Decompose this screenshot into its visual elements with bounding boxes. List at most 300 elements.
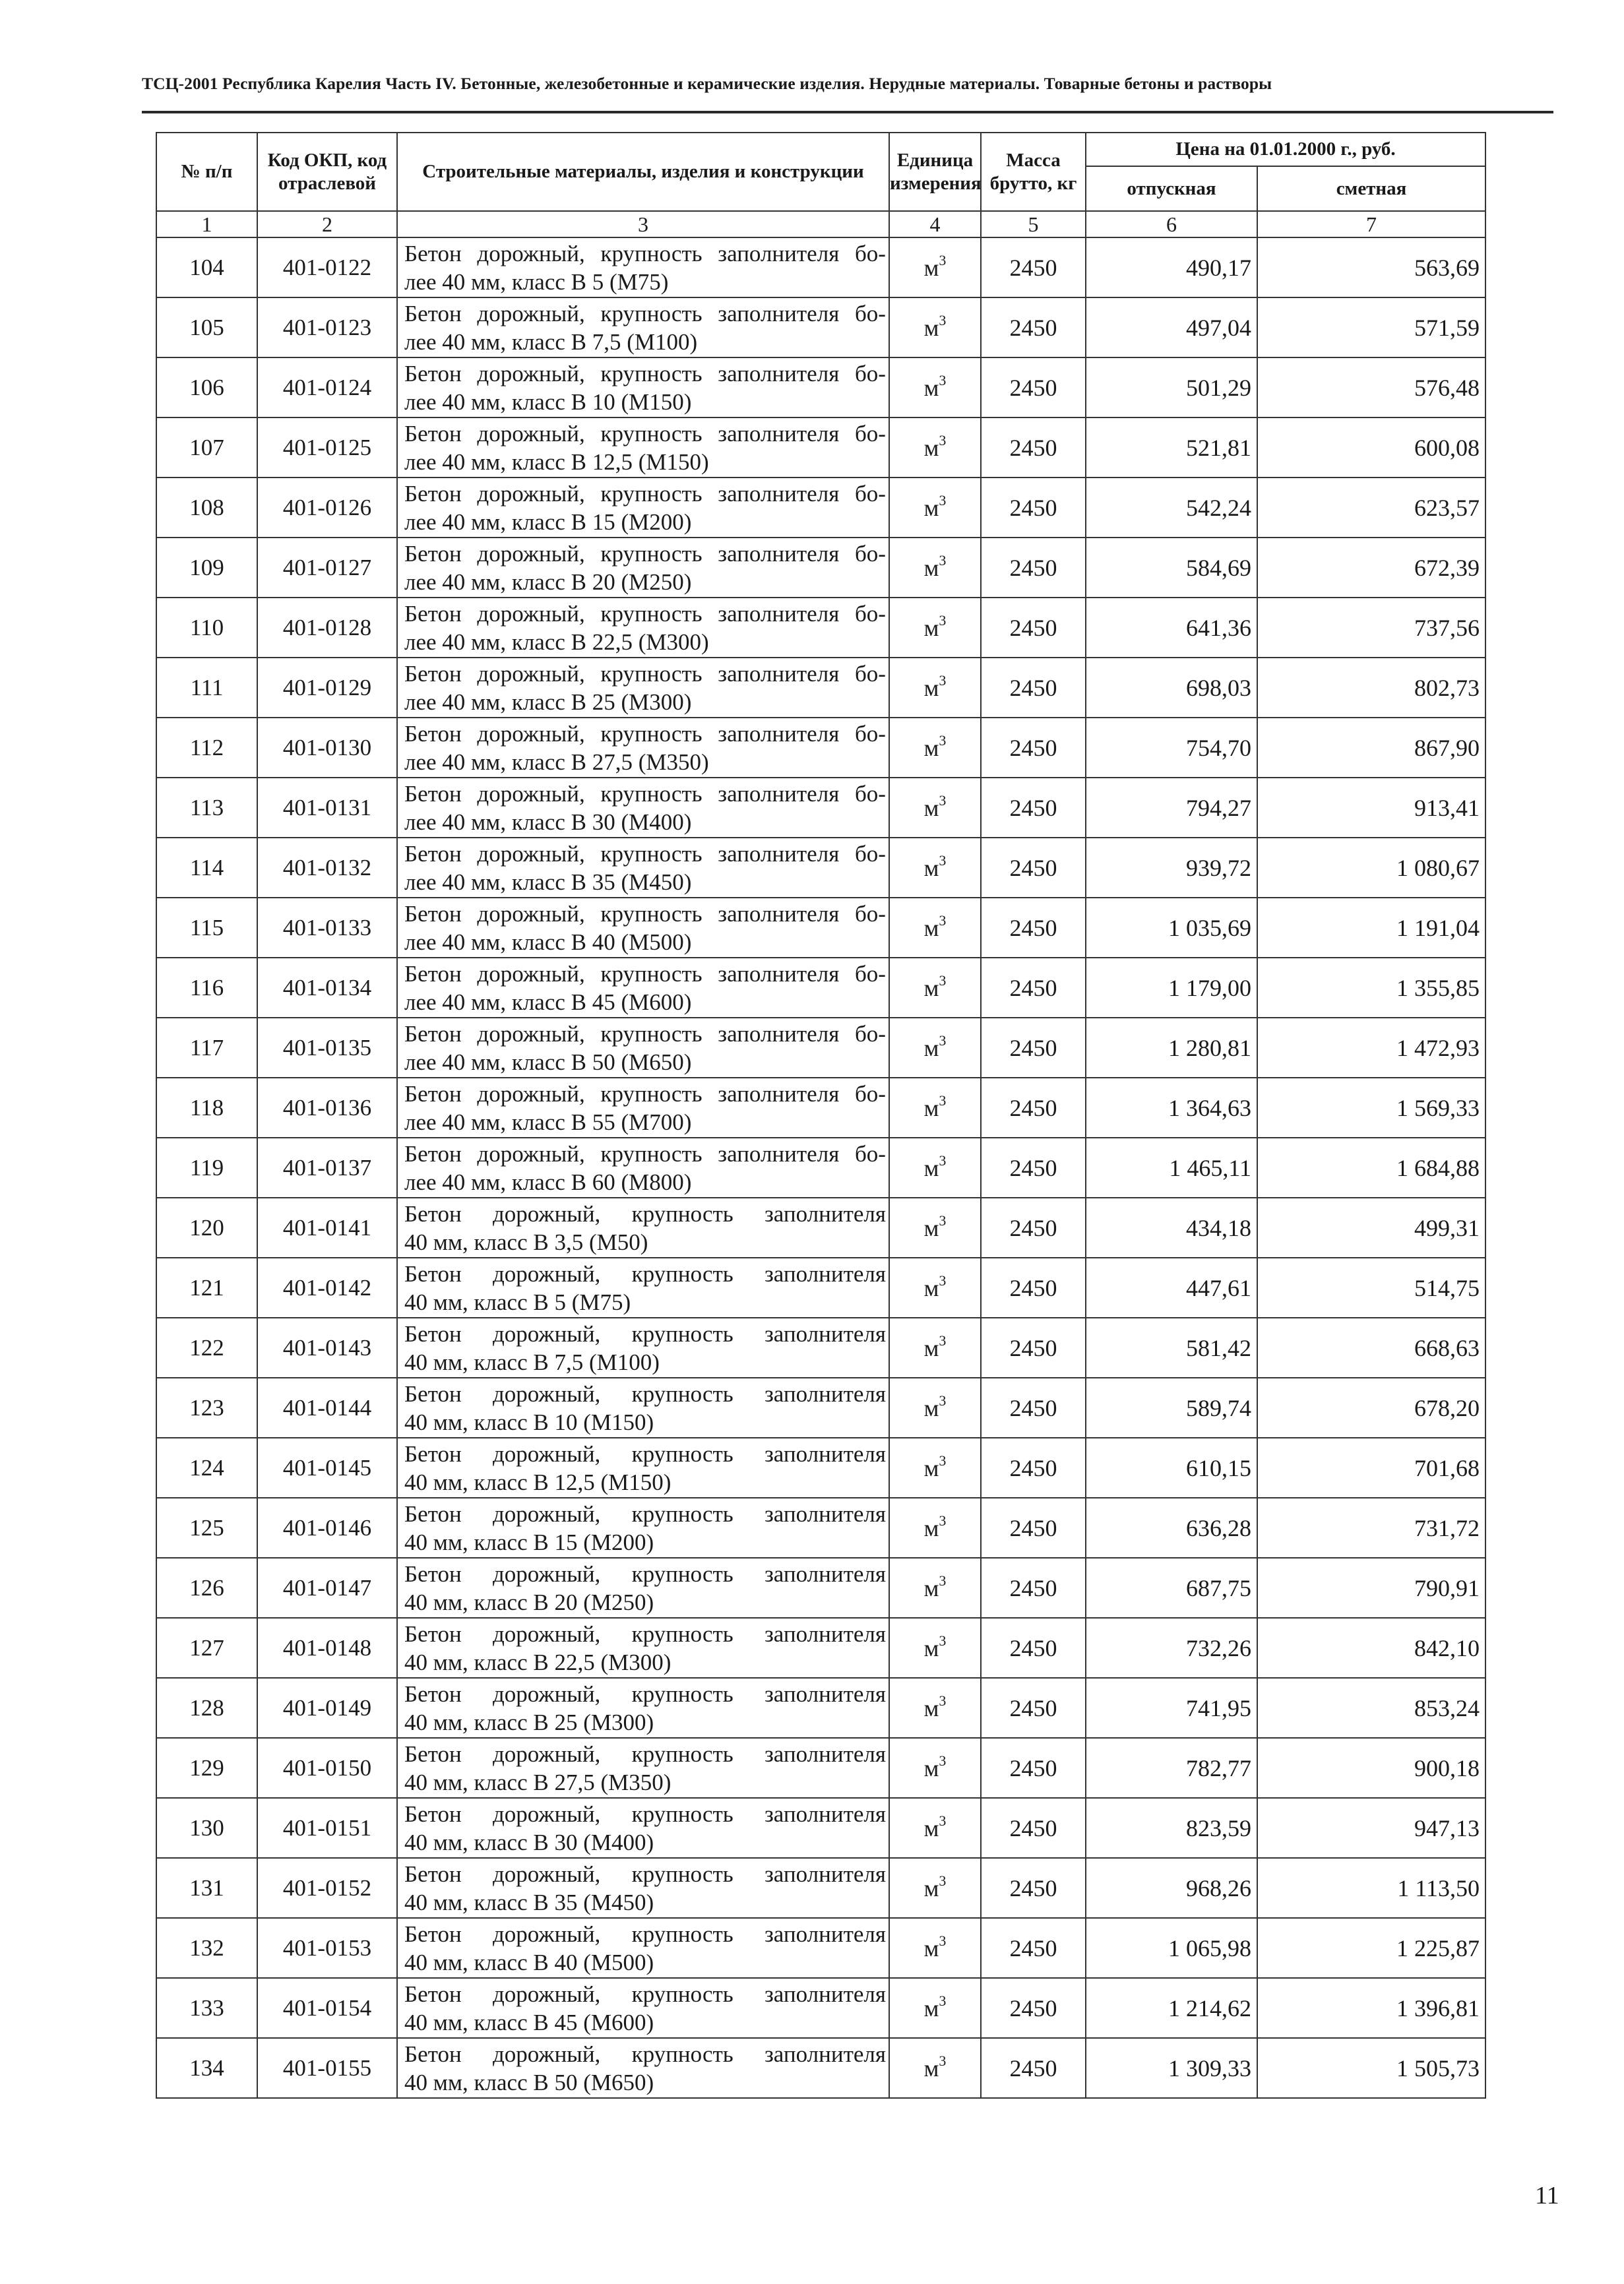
- material-name-line: лее 40 мм, класс В 50 (М650): [404, 1049, 692, 1075]
- material-name-word: заполнителя: [764, 1981, 886, 2007]
- okp-code: 401-0125: [257, 417, 397, 478]
- material-name-word: заполнителя: [718, 420, 840, 447]
- material-name-word: Бетон: [404, 1440, 462, 1467]
- unit-superscript: 3: [939, 1632, 947, 1649]
- gross-mass: 2450: [981, 237, 1086, 297]
- material-name: [397, 1618, 889, 1678]
- okp-code: 401-0137: [257, 1138, 397, 1198]
- estimate-price: 1 684,88: [1257, 1138, 1485, 1198]
- material-name-word: Бетон: [404, 240, 462, 266]
- estimate-price: 1 472,93: [1257, 1018, 1485, 1078]
- material-name-word: бо-: [854, 420, 886, 447]
- material-name-word: дорожный,: [492, 1620, 601, 1647]
- material-name-line: 40 мм, класс В 50 (М650): [404, 2069, 654, 2095]
- material-name: [397, 838, 889, 898]
- material-name: [397, 958, 889, 1018]
- column-number: 1: [156, 211, 257, 237]
- row-number: 121: [156, 1258, 257, 1318]
- gross-mass: 2450: [981, 1258, 1086, 1318]
- material-name-line: 40 мм, класс В 27,5 (М350): [404, 1769, 671, 1795]
- material-name-word: Бетон: [404, 1020, 462, 1047]
- table-row: [156, 1138, 1485, 1198]
- unit-text: м: [923, 1154, 939, 1181]
- gross-mass: 2450: [981, 1798, 1086, 1858]
- gross-mass: 2450: [981, 1138, 1086, 1198]
- material-name-word: заполнителя: [764, 1200, 886, 1227]
- material-name: [397, 1738, 889, 1798]
- material-name-word: дорожный,: [477, 1140, 585, 1167]
- material-name-word: крупность: [631, 1801, 734, 1827]
- unit-of-measure: [889, 297, 981, 357]
- estimate-price: 867,90: [1257, 718, 1485, 778]
- unit-of-measure: [889, 1918, 981, 1978]
- material-name-word: крупность: [631, 1741, 734, 1767]
- unit-text: м: [923, 434, 939, 461]
- material-name-word: дорожный,: [492, 1320, 601, 1347]
- gross-mass: 2450: [981, 778, 1086, 838]
- material-name-word: заполнителя: [718, 480, 840, 507]
- estimate-price: 853,24: [1257, 1678, 1485, 1738]
- table-row: [156, 2038, 1485, 2098]
- table-row: [156, 417, 1485, 478]
- row-number: 109: [156, 538, 257, 598]
- material-name: [397, 1378, 889, 1438]
- material-name-word: дорожный,: [477, 420, 585, 447]
- row-number: 112: [156, 718, 257, 778]
- row-number: 111: [156, 658, 257, 718]
- material-name: [397, 478, 889, 538]
- okp-code: 401-0136: [257, 1078, 397, 1138]
- material-name-word: заполнителя: [764, 1380, 886, 1407]
- material-name-word: крупность: [600, 540, 703, 567]
- table-row: [156, 1858, 1485, 1918]
- release-price: 521,81: [1086, 417, 1257, 478]
- estimate-price: 900,18: [1257, 1738, 1485, 1798]
- row-number: 123: [156, 1378, 257, 1438]
- header-price-group: Цена на 01.01.2000 г., руб.: [1086, 133, 1485, 166]
- unit-of-measure: [889, 1378, 981, 1438]
- material-name-word: дорожный,: [492, 1681, 601, 1707]
- material-name-line: лее 40 мм, класс В 45 (М600): [404, 989, 692, 1015]
- unit-text: м: [923, 254, 939, 281]
- unit-superscript: 3: [939, 791, 947, 809]
- material-name-word: Бетон: [404, 1500, 462, 1527]
- gross-mass: 2450: [981, 1318, 1086, 1378]
- material-name: [397, 1318, 889, 1378]
- material-name-word: заполнителя: [764, 1801, 886, 1827]
- unit-of-measure: [889, 1018, 981, 1078]
- material-name-word: дорожный,: [477, 480, 585, 507]
- material-name-word: дорожный,: [477, 660, 585, 687]
- material-name-word: Бетон: [404, 1921, 462, 1947]
- material-name-word: крупность: [600, 1140, 703, 1167]
- unit-text: м: [923, 1454, 939, 1481]
- material-name-line: 40 мм, класс В 10 (М150): [404, 1409, 654, 1435]
- gross-mass: 2450: [981, 1378, 1086, 1438]
- unit-superscript: 3: [939, 851, 947, 869]
- price-table: [156, 132, 1486, 2099]
- estimate-price: 802,73: [1257, 658, 1485, 718]
- row-number: 124: [156, 1438, 257, 1498]
- table-row: [156, 1738, 1485, 1798]
- unit-text: м: [923, 1334, 939, 1361]
- material-name-word: крупность: [631, 1500, 734, 1527]
- material-name-word: крупность: [600, 840, 703, 867]
- material-name-line: 40 мм, класс В 5 (М75): [404, 1289, 631, 1315]
- unit-text: м: [923, 1934, 939, 1961]
- material-name-word: бо-: [854, 600, 886, 627]
- material-name-word: заполнителя: [764, 1440, 886, 1467]
- material-name-word: бо-: [854, 1140, 886, 1167]
- estimate-price: 563,69: [1257, 237, 1485, 297]
- unit-of-measure: [889, 1078, 981, 1138]
- header-num: № п/п: [156, 133, 257, 211]
- material-name-line: 40 мм, класс В 25 (М300): [404, 1709, 654, 1735]
- unit-text: м: [923, 1574, 939, 1601]
- row-number: 127: [156, 1618, 257, 1678]
- material-name-word: крупность: [600, 960, 703, 987]
- gross-mass: 2450: [981, 1618, 1086, 1678]
- okp-code: 401-0148: [257, 1618, 397, 1678]
- material-name-word: дорожный,: [477, 1020, 585, 1047]
- material-name: [397, 598, 889, 658]
- material-name-word: крупность: [600, 240, 703, 266]
- material-name-word: дорожный,: [492, 1260, 601, 1287]
- release-price: 501,29: [1086, 357, 1257, 417]
- row-number: 134: [156, 2038, 257, 2098]
- material-name: [397, 1258, 889, 1318]
- material-name-word: дорожный,: [477, 360, 585, 386]
- unit-of-measure: [889, 1498, 981, 1558]
- release-price: 939,72: [1086, 838, 1257, 898]
- material-name-word: бо-: [854, 660, 886, 687]
- release-price: 636,28: [1086, 1498, 1257, 1558]
- material-name-line: лее 40 мм, класс В 12,5 (М150): [404, 448, 709, 475]
- gross-mass: 2450: [981, 658, 1086, 718]
- material-name-word: заполнителя: [764, 1500, 886, 1527]
- okp-code: 401-0144: [257, 1378, 397, 1438]
- material-name-word: крупность: [600, 900, 703, 927]
- unit-text: м: [923, 1034, 939, 1061]
- unit-superscript: 3: [939, 731, 947, 749]
- table-row: [156, 1618, 1485, 1678]
- material-name-word: бо-: [854, 780, 886, 807]
- material-name-word: Бетон: [404, 1200, 462, 1227]
- material-name: [397, 297, 889, 357]
- material-name-word: крупность: [631, 1861, 734, 1887]
- material-name: [397, 1018, 889, 1078]
- material-name-word: бо-: [854, 540, 886, 567]
- material-name-line: 40 мм, класс В 12,5 (М150): [404, 1469, 671, 1495]
- material-name-line: 40 мм, класс В 22,5 (М300): [404, 1649, 671, 1675]
- table-row: [156, 297, 1485, 357]
- row-number: 114: [156, 838, 257, 898]
- material-name-word: заполнителя: [718, 1140, 840, 1167]
- okp-code: 401-0128: [257, 598, 397, 658]
- material-name: [397, 1198, 889, 1258]
- material-name-word: Бетон: [404, 900, 462, 927]
- material-name-word: дорожный,: [477, 1080, 585, 1107]
- table-row: [156, 1078, 1485, 1138]
- material-name-word: крупность: [600, 660, 703, 687]
- table-row: [156, 898, 1485, 958]
- page-number: 11: [1535, 2182, 1559, 2209]
- material-name-word: дорожный,: [492, 1981, 601, 2007]
- estimate-price: 1 225,87: [1257, 1918, 1485, 1978]
- material-name-word: заполнителя: [718, 360, 840, 386]
- release-price: 1 179,00: [1086, 958, 1257, 1018]
- material-name-word: крупность: [600, 480, 703, 507]
- okp-code: 401-0142: [257, 1258, 397, 1318]
- material-name: [397, 2038, 889, 2098]
- material-name-line: 40 мм, класс В 35 (М450): [404, 1889, 654, 1915]
- material-name-word: Бетон: [404, 1140, 462, 1167]
- unit-of-measure: [889, 1258, 981, 1318]
- row-number: 110: [156, 598, 257, 658]
- material-name-word: дорожный,: [477, 840, 585, 867]
- unit-text: м: [923, 1994, 939, 2022]
- release-price: 434,18: [1086, 1198, 1257, 1258]
- table-row: [156, 1318, 1485, 1378]
- material-name-word: дорожный,: [492, 1741, 601, 1767]
- estimate-price: 623,57: [1257, 478, 1485, 538]
- material-name: [397, 898, 889, 958]
- material-name: [397, 237, 889, 297]
- row-number: 122: [156, 1318, 257, 1378]
- release-price: 698,03: [1086, 658, 1257, 718]
- material-name-word: Бетон: [404, 1981, 462, 2007]
- material-name: [397, 417, 889, 478]
- gross-mass: 2450: [981, 1018, 1086, 1078]
- release-price: 542,24: [1086, 478, 1257, 538]
- release-price: 490,17: [1086, 237, 1257, 297]
- material-name-line: лее 40 мм, класс В 35 (М450): [404, 869, 692, 895]
- table-row: [156, 1198, 1485, 1258]
- unit-text: м: [923, 734, 939, 761]
- material-name-word: бо-: [854, 480, 886, 507]
- release-price: 741,95: [1086, 1678, 1257, 1738]
- gross-mass: 2450: [981, 838, 1086, 898]
- unit-superscript: 3: [939, 972, 947, 989]
- estimate-price: 790,91: [1257, 1558, 1485, 1618]
- gross-mass: 2450: [981, 478, 1086, 538]
- table-row: [156, 1438, 1485, 1498]
- table-row: [156, 1978, 1485, 2038]
- unit-superscript: 3: [939, 491, 947, 509]
- unit-of-measure: [889, 1858, 981, 1918]
- material-name-word: крупность: [600, 720, 703, 747]
- row-number: 104: [156, 237, 257, 297]
- material-name-word: крупность: [600, 300, 703, 326]
- material-name-word: Бетон: [404, 1080, 462, 1107]
- unit-superscript: 3: [939, 551, 947, 569]
- unit-text: м: [923, 1754, 939, 1781]
- row-number: 131: [156, 1858, 257, 1918]
- estimate-price: 1 080,67: [1257, 838, 1485, 898]
- unit-of-measure: [889, 898, 981, 958]
- material-name-word: крупность: [631, 1380, 734, 1407]
- material-name: [397, 778, 889, 838]
- table-row: [156, 958, 1485, 1018]
- release-price: 497,04: [1086, 297, 1257, 357]
- unit-text: м: [923, 674, 939, 701]
- header-okp-code: Код ОКП, код отраслевой: [257, 133, 397, 211]
- unit-superscript: 3: [939, 1152, 947, 1169]
- material-name-line: лее 40 мм, класс В 20 (М250): [404, 569, 692, 595]
- gross-mass: 2450: [981, 1438, 1086, 1498]
- material-name-word: заполнителя: [718, 1080, 840, 1107]
- estimate-price: 600,08: [1257, 417, 1485, 478]
- estimate-price: 576,48: [1257, 357, 1485, 417]
- unit-superscript: 3: [939, 1092, 947, 1109]
- material-name-word: крупность: [600, 780, 703, 807]
- material-name: [397, 1978, 889, 2038]
- estimate-price: 678,20: [1257, 1378, 1485, 1438]
- gross-mass: 2450: [981, 598, 1086, 658]
- okp-code: 401-0124: [257, 357, 397, 417]
- unit-superscript: 3: [939, 1992, 947, 2009]
- unit-of-measure: [889, 1198, 981, 1258]
- unit-superscript: 3: [939, 1692, 947, 1709]
- okp-code: 401-0130: [257, 718, 397, 778]
- table-row: [156, 598, 1485, 658]
- header-name: Строительные материалы, изделия и конструкции: [397, 133, 889, 211]
- material-name-word: заполнителя: [718, 840, 840, 867]
- gross-mass: 2450: [981, 1558, 1086, 1618]
- release-price: 641,36: [1086, 598, 1257, 658]
- release-price: 1 280,81: [1086, 1018, 1257, 1078]
- material-name-word: заполнителя: [764, 1861, 886, 1887]
- okp-code: 401-0152: [257, 1858, 397, 1918]
- material-name: [397, 538, 889, 598]
- material-name-word: крупность: [600, 420, 703, 447]
- material-name-word: дорожный,: [492, 1801, 601, 1827]
- table-row: [156, 778, 1485, 838]
- material-name: [397, 718, 889, 778]
- column-number: 2: [257, 211, 397, 237]
- unit-superscript: 3: [939, 1572, 947, 1589]
- okp-code: 401-0146: [257, 1498, 397, 1558]
- okp-code: 401-0153: [257, 1918, 397, 1978]
- table-row: [156, 478, 1485, 538]
- row-number: 115: [156, 898, 257, 958]
- row-number: 120: [156, 1198, 257, 1258]
- material-name-word: Бетон: [404, 1741, 462, 1767]
- release-price: 823,59: [1086, 1798, 1257, 1858]
- estimate-price: 1 355,85: [1257, 958, 1485, 1018]
- material-name-word: дорожный,: [492, 1921, 601, 1947]
- material-name-line: лее 40 мм, класс В 25 (М300): [404, 689, 692, 715]
- material-name-word: бо-: [854, 240, 886, 266]
- release-price: 1 035,69: [1086, 898, 1257, 958]
- unit-of-measure: [889, 778, 981, 838]
- column-number: 3: [397, 211, 889, 237]
- material-name-word: крупность: [600, 1020, 703, 1047]
- okp-code: 401-0151: [257, 1798, 397, 1858]
- material-name-word: дорожный,: [492, 2041, 601, 2067]
- okp-code: 401-0131: [257, 778, 397, 838]
- row-number: 128: [156, 1678, 257, 1738]
- material-name-word: крупность: [631, 1681, 734, 1707]
- okp-code: 401-0150: [257, 1738, 397, 1798]
- estimate-price: 1 396,81: [1257, 1978, 1485, 2038]
- gross-mass: 2450: [981, 417, 1086, 478]
- material-name-word: Бетон: [404, 1380, 462, 1407]
- row-number: 130: [156, 1798, 257, 1858]
- material-name-word: заполнителя: [718, 600, 840, 627]
- column-number: 7: [1257, 211, 1485, 237]
- unit-of-measure: [889, 958, 981, 1018]
- table-row: [156, 838, 1485, 898]
- material-name-line: 40 мм, класс В 15 (М200): [404, 1529, 654, 1555]
- material-name-line: лее 40 мм, класс В 30 (М400): [404, 809, 692, 835]
- unit-text: м: [923, 914, 939, 941]
- row-number: 118: [156, 1078, 257, 1138]
- material-name-word: Бетон: [404, 420, 462, 447]
- material-name-word: Бетон: [404, 1560, 462, 1587]
- unit-text: м: [923, 2054, 939, 2082]
- material-name-word: крупность: [631, 1320, 734, 1347]
- row-number: 105: [156, 297, 257, 357]
- unit-text: м: [923, 1814, 939, 1841]
- okp-code: 401-0154: [257, 1978, 397, 2038]
- material-name-word: Бетон: [404, 540, 462, 567]
- okp-code: 401-0147: [257, 1558, 397, 1618]
- unit-text: м: [923, 854, 939, 881]
- release-price: 1 309,33: [1086, 2038, 1257, 2098]
- okp-code: 401-0155: [257, 2038, 397, 2098]
- table-row: [156, 538, 1485, 598]
- running-header: ТСЦ-2001 Республика Карелия Часть IV. Бетонные, железобетонные и керамические изделия. Нерудные материалы. Товарные бетоны и растворы: [142, 74, 1553, 113]
- column-number: 4: [889, 211, 981, 237]
- row-number: 126: [156, 1558, 257, 1618]
- material-name-word: Бетон: [404, 1620, 462, 1647]
- material-name-word: заполнителя: [718, 540, 840, 567]
- material-name-word: заполнителя: [764, 1921, 886, 1947]
- table-row: [156, 1558, 1485, 1618]
- row-number: 117: [156, 1018, 257, 1078]
- material-name-line: лее 40 мм, класс В 27,5 (М350): [404, 749, 709, 775]
- material-name-line: лее 40 мм, класс В 22,5 (М300): [404, 629, 709, 655]
- unit-superscript: 3: [939, 1272, 947, 1289]
- release-price: 794,27: [1086, 778, 1257, 838]
- estimate-price: 499,31: [1257, 1198, 1485, 1258]
- row-number: 106: [156, 357, 257, 417]
- unit-of-measure: [889, 1318, 981, 1378]
- material-name-word: заполнителя: [718, 240, 840, 266]
- unit-superscript: 3: [939, 1812, 947, 1829]
- unit-superscript: 3: [939, 1452, 947, 1469]
- material-name-word: дорожный,: [477, 780, 585, 807]
- estimate-price: 913,41: [1257, 778, 1485, 838]
- material-name-word: заполнителя: [718, 300, 840, 326]
- okp-code: 401-0132: [257, 838, 397, 898]
- material-name: [397, 1438, 889, 1498]
- okp-code: 401-0149: [257, 1678, 397, 1738]
- release-price: 581,42: [1086, 1318, 1257, 1378]
- release-price: 732,26: [1086, 1618, 1257, 1678]
- unit-text: м: [923, 314, 939, 341]
- unit-of-measure: [889, 1618, 981, 1678]
- material-name-line: лее 40 мм, класс В 55 (М700): [404, 1109, 692, 1135]
- estimate-price: 514,75: [1257, 1258, 1485, 1318]
- material-name-word: заполнителя: [718, 960, 840, 987]
- material-name-word: заполнителя: [764, 2041, 886, 2067]
- unit-of-measure: [889, 838, 981, 898]
- material-name-line: лее 40 мм, класс В 7,5 (М100): [404, 328, 698, 355]
- estimate-price: 1 569,33: [1257, 1078, 1485, 1138]
- row-number: 108: [156, 478, 257, 538]
